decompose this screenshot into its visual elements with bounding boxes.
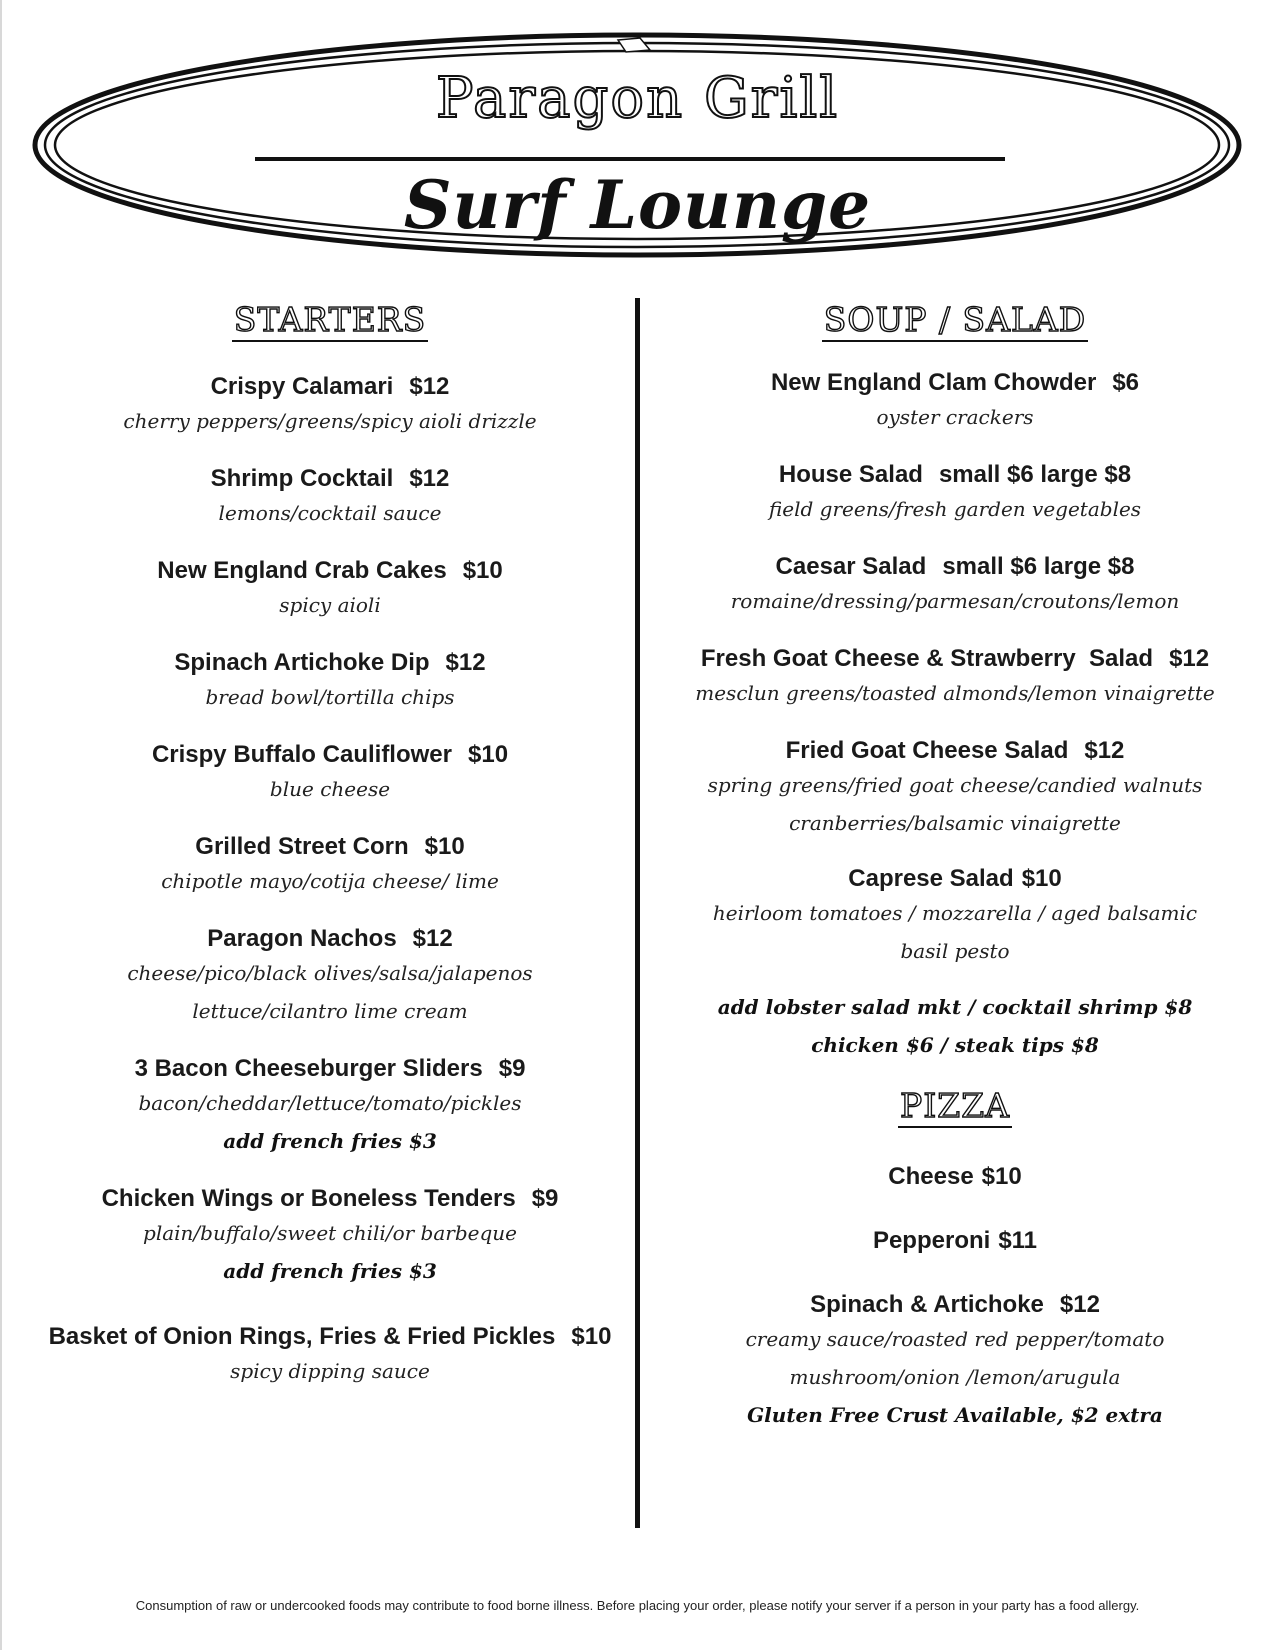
menu-item xyxy=(655,1226,1255,1256)
item-title xyxy=(655,368,1255,398)
item-title xyxy=(30,924,630,954)
item-price: $12 xyxy=(1084,737,1125,764)
menu-item xyxy=(655,460,1255,528)
item-name: Fried Goat Cheese Salad xyxy=(785,737,1069,764)
item-name: 3 Bacon Cheeseburger Sliders xyxy=(134,1055,483,1082)
addon-line: chicken $6 / steak tips $8 xyxy=(811,1033,1099,1057)
item-title xyxy=(655,1290,1255,1320)
menu-item xyxy=(655,1162,1255,1192)
item-title xyxy=(30,648,630,678)
item-title xyxy=(655,460,1255,490)
allergy-disclaimer: Consumption of raw or undercooked foods may contribute to food borne illness. Before placing your order, please notify your server if a person in your party has a food allergy. xyxy=(135,1598,1140,1613)
item-description: basil pesto xyxy=(900,939,1010,963)
item-price: $11 xyxy=(998,1227,1038,1254)
item-description: field greens/fresh garden vegetables xyxy=(768,497,1142,521)
item-name: House Salad xyxy=(778,461,923,488)
item-title xyxy=(30,464,630,494)
item-description: bread bowl/tortilla chips xyxy=(205,685,455,709)
item-addon-note: add french fries $3 xyxy=(223,1129,437,1153)
item-description: lettuce/cilantro lime cream xyxy=(192,999,468,1023)
item-price: $12 xyxy=(1169,645,1210,672)
menu-item xyxy=(30,1054,630,1160)
item-name: Caesar Salad xyxy=(775,553,927,580)
menu-item xyxy=(655,552,1255,620)
item-addon-note: Gluten Free Crust Available, $2 extra xyxy=(747,1403,1163,1427)
item-name: Pepperoni xyxy=(872,1227,991,1254)
menu-item xyxy=(30,648,630,716)
restaurant-title: Paragon Grill xyxy=(435,66,840,131)
item-title xyxy=(655,864,1255,894)
item-price: small $6 large $8 xyxy=(942,553,1135,580)
menu-item xyxy=(655,736,1255,842)
item-name: Fresh Goat Cheese & Strawberry Salad xyxy=(700,645,1154,672)
item-description: bacon/cheddar/lettuce/tomato/pickles xyxy=(138,1091,522,1115)
item-description: cheese/pico/black olives/salsa/jalapenos xyxy=(127,961,533,985)
item-name: New England Crab Cakes xyxy=(157,557,447,584)
item-title xyxy=(655,552,1255,582)
item-name: New England Clam Chowder xyxy=(770,369,1097,396)
item-description: heirloom tomatoes / mozzarella / aged balsamic xyxy=(712,901,1198,925)
item-title xyxy=(655,1226,1255,1256)
item-description: spring greens/fried goat cheese/candied walnuts xyxy=(707,773,1203,797)
item-description: mesclun greens/toasted almonds/lemon vinaigrette xyxy=(695,681,1215,705)
item-name: Crispy Calamari xyxy=(210,373,394,400)
item-description: cherry peppers/greens/spicy aioli drizzle xyxy=(123,409,537,433)
item-price: $10 xyxy=(424,833,465,860)
item-price: $9 xyxy=(498,1055,526,1082)
item-price: $12 xyxy=(1059,1291,1100,1318)
item-description: oyster crackers xyxy=(876,405,1034,429)
menu-item xyxy=(30,556,630,624)
soup-salad-column xyxy=(655,290,1255,1434)
menu-item xyxy=(30,372,630,440)
soup-salad-heading: SOUP / SALAD xyxy=(822,300,1088,342)
menu-item xyxy=(30,464,630,532)
menu-item xyxy=(655,1290,1255,1434)
item-name: Basket of Onion Rings, Fries & Fried Pickles xyxy=(48,1323,556,1350)
item-name: Paragon Nachos xyxy=(207,925,397,952)
item-name: Caprese Salad xyxy=(848,865,1014,892)
item-description: creamy sauce/roasted red pepper/tomato xyxy=(745,1327,1165,1351)
item-title xyxy=(655,736,1255,766)
item-price: $10 xyxy=(468,741,509,768)
item-description: romaine/dressing/parmesan/croutons/lemon xyxy=(730,589,1180,613)
item-price: $12 xyxy=(445,649,486,676)
menu-item xyxy=(30,1322,630,1390)
menu-item xyxy=(30,740,630,808)
item-description: mushroom/onion /lemon/arugula xyxy=(789,1365,1121,1389)
item-description: spicy dipping sauce xyxy=(230,1359,430,1383)
title-divider xyxy=(255,157,1005,161)
pizza-heading: PIZZA xyxy=(898,1086,1012,1128)
item-price: small $6 large $8 xyxy=(938,461,1132,488)
item-name: Spinach & Artichoke xyxy=(810,1291,1044,1318)
item-price: $10 xyxy=(981,1163,1022,1190)
item-title xyxy=(30,832,630,862)
item-description: blue cheese xyxy=(269,777,391,801)
column-divider xyxy=(635,298,640,1528)
item-title xyxy=(30,1054,630,1084)
menu-item xyxy=(30,1184,630,1290)
item-description: cranberries/balsamic vinaigrette xyxy=(789,811,1121,835)
item-name: Grilled Street Corn xyxy=(195,833,409,860)
addon-line: add lobster salad mkt / cocktail shrimp $8 xyxy=(717,995,1193,1019)
salad-addons xyxy=(655,988,1255,1064)
item-price: $10 xyxy=(462,557,503,584)
item-addon-note: add french fries $3 xyxy=(223,1259,437,1283)
menu-item xyxy=(655,368,1255,436)
item-price: $10 xyxy=(571,1323,612,1350)
item-name: Crispy Buffalo Cauliflower xyxy=(151,741,452,768)
restaurant-subtitle: Surf Lounge xyxy=(403,166,872,244)
item-price: $10 xyxy=(1021,865,1062,892)
starters-heading: STARTERS xyxy=(232,300,428,342)
item-title xyxy=(30,740,630,770)
item-name: Cheese xyxy=(888,1163,974,1190)
item-price: $12 xyxy=(409,373,450,400)
item-price: $9 xyxy=(531,1185,559,1212)
item-name: Chicken Wings or Boneless Tenders xyxy=(101,1185,516,1212)
item-title xyxy=(30,1184,630,1214)
item-title xyxy=(30,1322,630,1352)
item-name: Shrimp Cocktail xyxy=(210,465,394,492)
item-description: chipotle mayo/cotija cheese/ lime xyxy=(161,869,499,893)
item-price: $12 xyxy=(409,465,450,492)
item-description: plain/buffalo/sweet chili/or barbeque xyxy=(143,1221,517,1245)
item-price: $6 xyxy=(1112,369,1140,396)
menu-item xyxy=(30,832,630,900)
item-title xyxy=(30,372,630,402)
item-name: Spinach Artichoke Dip xyxy=(174,649,430,676)
menu-item xyxy=(30,924,630,1030)
starters-column xyxy=(30,290,630,1390)
item-description: spicy aioli xyxy=(279,593,381,617)
menu-item xyxy=(655,864,1255,970)
item-price: $12 xyxy=(412,925,453,952)
item-title xyxy=(30,556,630,586)
item-title xyxy=(655,644,1255,674)
item-description: lemons/cocktail sauce xyxy=(218,501,442,525)
item-title xyxy=(655,1162,1255,1192)
menu-item xyxy=(655,644,1255,712)
